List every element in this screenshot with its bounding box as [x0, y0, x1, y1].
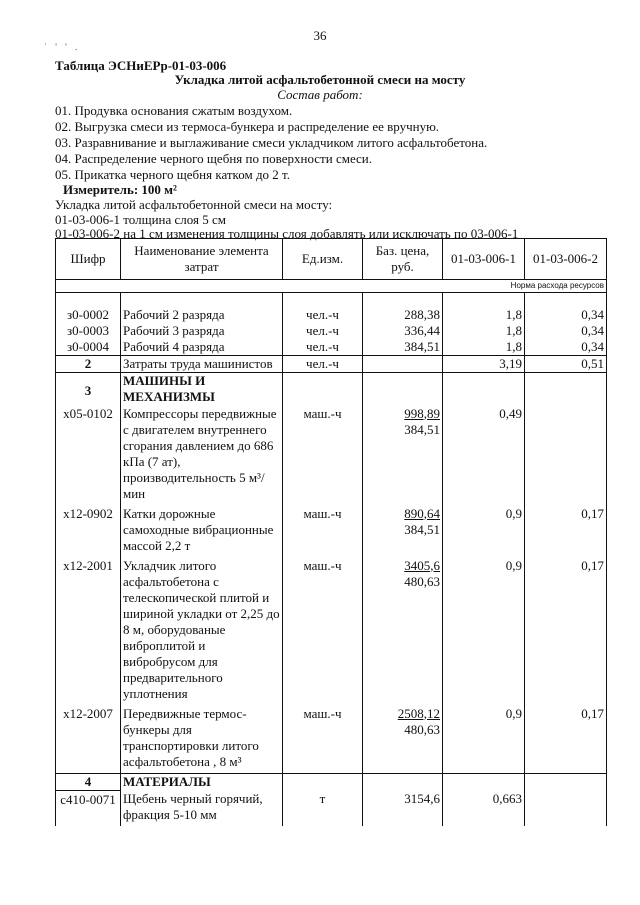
row-name: Рабочий 4 разряда [121, 339, 283, 356]
row-value-2 [525, 405, 607, 505]
row-code: х12-0902 [56, 505, 121, 557]
description-line: 01-03-006-1 толщина слоя 5 см [55, 212, 226, 227]
row-value-2 [525, 790, 607, 826]
work-step: 03. Разравнивание и выглаживание смеси укладчиком литого асфальтобетона. [55, 135, 488, 150]
row-value-1: 0,49 [443, 405, 525, 505]
row-name: Катки дорожные самоходные вибрационные массой 2,2 т [123, 505, 274, 553]
row-value-1: 1,8 [443, 323, 525, 339]
scope-heading: Состав работ: [277, 87, 363, 102]
row-price-operator: 384,51 [404, 521, 440, 537]
row-price: 2508,12 [397, 705, 440, 721]
row-price: 3405,6 [404, 557, 440, 573]
row-code: х12-2001 [56, 557, 121, 705]
row-unit: маш.-ч [283, 557, 363, 705]
row-price: 384,51 [363, 339, 443, 356]
header-unit: Ед.изм. [283, 239, 363, 280]
row-value-1: 3,19 [443, 355, 525, 372]
row-value-2: 0,17 [525, 557, 607, 705]
row-name: Рабочий 2 разряда [121, 307, 283, 323]
norm-row [56, 280, 607, 293]
row-unit: т [283, 790, 363, 826]
table-row [56, 405, 607, 505]
section-row [56, 773, 607, 790]
header-col1: 01-03-006-1 [443, 239, 525, 280]
row-name: Компрессоры передвижные с двигателем внутреннего сгорания давлением до 686 кПа (7 ат), производительность 5 м³/мин [123, 405, 277, 501]
table-row [56, 705, 607, 774]
spacer-row [56, 293, 607, 307]
row-price-operator: 480,63 [404, 573, 440, 589]
row-unit: маш.-ч [283, 705, 363, 774]
row-price: 336,44 [363, 323, 443, 339]
section-name: МАТЕРИАЛЫ [121, 773, 283, 790]
row-price-operator: 384,51 [404, 421, 440, 437]
corner-marks: ˙ ' ' . [44, 42, 81, 52]
table-row [56, 323, 607, 339]
row-value-1: 1,8 [443, 307, 525, 323]
table-row [56, 307, 607, 323]
section-code: 3 [56, 372, 121, 405]
row-name: Затраты труда машинистов [121, 355, 283, 372]
row-value-1: 0,663 [443, 790, 525, 826]
row-unit: чел.-ч [283, 323, 363, 339]
row-price: 890,64 [404, 505, 440, 521]
header-col2: 01-03-006-2 [525, 239, 607, 280]
table-row [56, 505, 607, 557]
row-code: з0-0004 [56, 339, 121, 356]
row-value-1: 0,9 [443, 557, 525, 705]
row-value-2: 0,51 [525, 355, 607, 372]
row-value-2: 0,34 [525, 323, 607, 339]
meter: Измеритель: 100 м² [63, 182, 177, 197]
row-name: Щебень черный горячий, фракция 5-10 мм [121, 790, 283, 826]
row-unit: чел.-ч [283, 307, 363, 323]
row-value-2: 0,34 [525, 339, 607, 356]
table-header-row [56, 239, 607, 280]
row-price-operator: 480,63 [404, 721, 440, 737]
row-value-2: 0,17 [525, 505, 607, 557]
row-value-1: 1,8 [443, 339, 525, 356]
row-code: х05-0102 [56, 405, 121, 505]
table-row [56, 339, 607, 356]
description-line: Укладка литой асфальтобетонной смеси на мосту: [55, 197, 333, 212]
row-unit: маш.-ч [283, 405, 363, 505]
subtitle: Укладка литой асфальтобетонной смеси на мосту [174, 72, 466, 87]
row-unit: чел.-ч [283, 339, 363, 356]
row-code: з0-0002 [56, 307, 121, 323]
row-name: Передвижные термос-бункеры для транспортировки литого асфальтобетона , 8 м³ [123, 705, 259, 769]
section-name: МАШИНЫ И МЕХАНИЗМЫ [121, 372, 283, 405]
row-name: Рабочий 3 разряда [121, 323, 283, 339]
row-code: з0-0003 [56, 323, 121, 339]
norm-label: Норма расхода ресурсов [56, 280, 607, 293]
resource-table [55, 238, 607, 826]
row-price: 288,38 [363, 307, 443, 323]
work-step: 02. Выгрузка смеси из термоса-бункера и распределение ее вручную. [55, 119, 440, 134]
row-code: х12-2007 [56, 705, 121, 774]
row-unit: маш.-ч [283, 505, 363, 557]
row-value-1: 0,9 [443, 705, 525, 774]
section-code: 4 [56, 773, 121, 790]
row-code: с410-0071 [56, 790, 121, 826]
row-price: 998,89 [404, 405, 440, 421]
table-row [56, 790, 607, 826]
header-code: Шифр [56, 239, 121, 280]
row-value-2: 0,17 [525, 705, 607, 774]
row-name: Укладчик литого асфальтобетона с телескопической плитой и шириной укладки от 2,25 до 8 м, оборудованые виброплитой и вибробрусом для предварительного уплотнения [123, 557, 280, 701]
description-line: 01-03-006-2 на 1 см изменения толщины слоя добавлять или исключать по 03-006-1 [55, 226, 519, 241]
work-step: 01. Продувка основания сжатым воздухом. [55, 103, 293, 118]
row-code: 2 [56, 355, 121, 372]
row-value-2: 0,34 [525, 307, 607, 323]
row-price: 3154,6 [363, 790, 443, 826]
header-name: Наименование элемента затрат [121, 239, 283, 280]
row-value-1: 0,9 [443, 505, 525, 557]
table-title: Таблица ЭСНиЕРр-01-03-006 [55, 58, 227, 73]
work-step: 04. Распределение черного щебня по поверхности смеси. [55, 151, 373, 166]
work-step: 05. Прикатка черного щебня катком до 2 т. [55, 167, 291, 182]
header-price: Баз. цена, руб. [363, 239, 443, 280]
row-unit: чел.-ч [283, 355, 363, 372]
table-row [56, 557, 607, 705]
labor-total-row [56, 355, 607, 372]
section-row [56, 372, 607, 405]
page-number: 36 [313, 28, 327, 43]
